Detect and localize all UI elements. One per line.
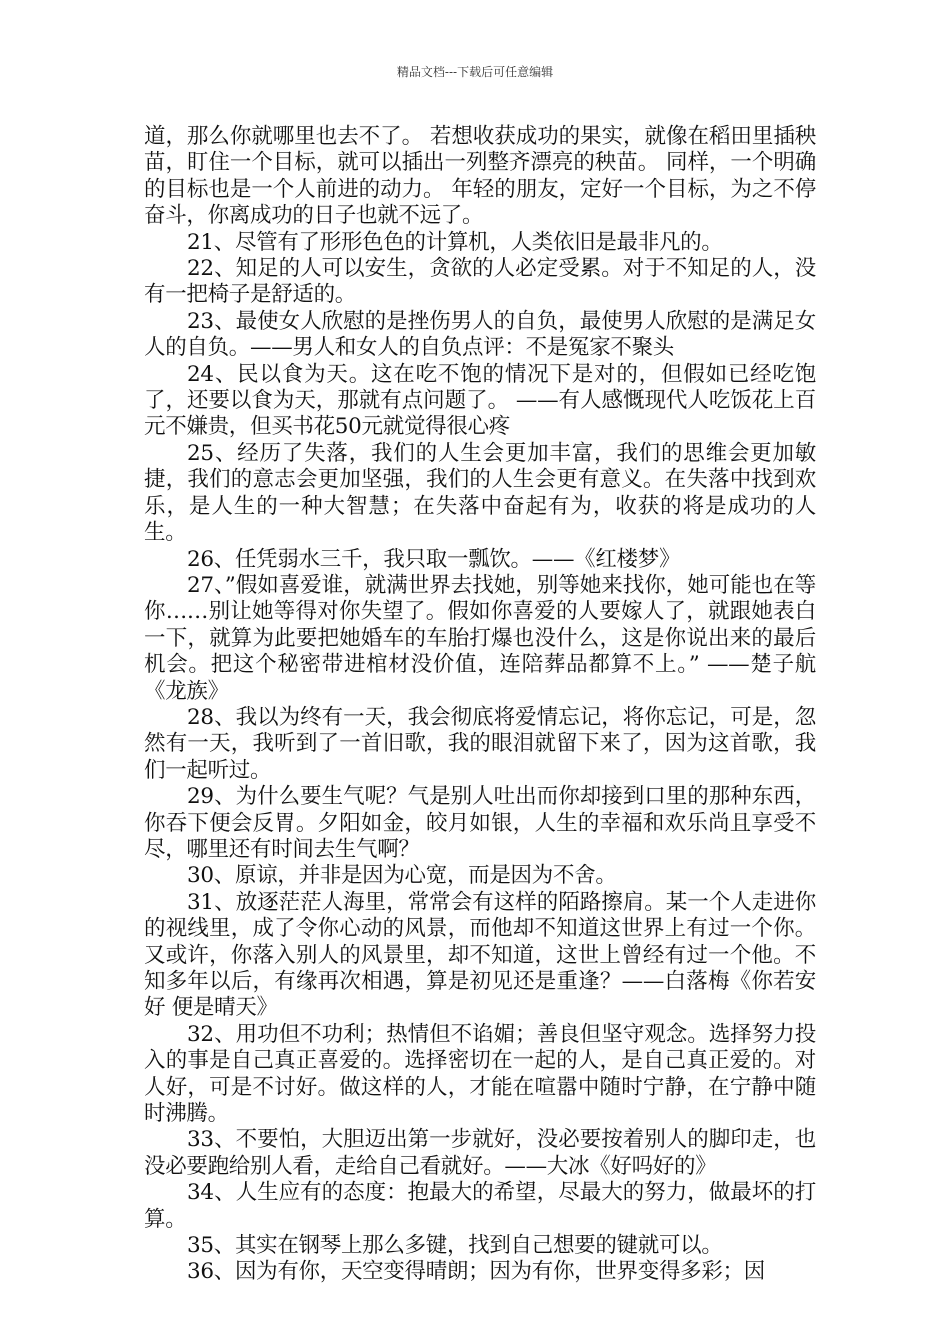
document-body: [144, 124, 816, 1286]
paragraph-32: 32、用功但不功利；热情但不谄媚；善良但坚守观念。选择努力投入的事是自己真正喜爱的。选择密切在一起的人，是自己真正爱的。对人好，可是不讨好。做这样的人，才能在喧嚣中随时宁静，在宁静中随时沸腾。: [144, 1021, 816, 1127]
paragraph-30: 30、原谅，并非是因为心宽，而是因为不舍。: [187, 863, 617, 889]
paragraph-25: 25、经历了失落，我们的人生会更加丰富，我们的思维会更加敏捷，我们的意志会更加坚强，我们的人生会更有意义。在失落中找到欢乐，是人生的一种大智慧；在失落中奋起有为，收获的将是成功的人生。: [144, 440, 816, 546]
paragraph-29: 29、为什么要生气呢？气是别人吐出而你却接到口里的那种东西，你吞下便会反胃。夕阳如金，皎月如银，人生的幸福和欢乐尚且享受不尽，哪里还有时间去生气啊？: [144, 784, 816, 862]
paragraph-31: 31、放逐茫茫人海里，常常会有这样的陌路擦肩。某一个人走进你的视线里，成了令你心动的风景，而他却不知道这世界上有过一个你。又或许，你落入别人的风景里，却不知道，这世上曾经有过一个他。不知多年以后，有缘再次相遇，算是初见还是重逢？——白落梅《你若安好 便是晴天》: [144, 889, 816, 1021]
paragraph-34: 34、人生应有的态度：抱最大的希望，尽最大的努力，做最坏的打算。: [144, 1180, 816, 1232]
paragraph-21: 21、尽管有了形形色色的计算机，人类依旧是最非凡的。: [187, 229, 723, 255]
page-header: 精品文档---下载后可任意编辑: [396, 65, 554, 79]
paragraph-26: 26、任凭弱水三千，我只取一瓢饮。——《红楼梦》: [187, 546, 681, 572]
paragraph-36: 36、因为有你，天空变得晴朗；因为有你，世界变得多彩；因: [187, 1259, 765, 1285]
paragraph-35: 35、其实在钢琴上那么多键，找到自己想要的键就可以。: [187, 1233, 723, 1259]
paragraph-28: 28、我以为终有一天，我会彻底将爱情忘记，将你忘记，可是，忽然有一天，我听到了一首旧歌，我的眼泪就留下来了，因为这首歌，我们一起听过。: [144, 704, 816, 783]
paragraph-23: 23、最使女人欣慰的是挫伤男人的自负，最使男人欣慰的是满足女人的自负。——男人和女人的自负点评：不是冤家不聚头: [144, 308, 816, 361]
paragraph-33: 33、不要怕，大胆迈出第一步就好，没必要按着别人的脚印走，也没必要跑给别人看，走给自己看就好。——大冰《好吗好的》: [144, 1127, 816, 1179]
paragraph-24: 24、民以食为天。这在吃不饱的情况下是对的，但假如已经吃饱了，还要以食为天，那就有点问题了。 ——有人感慨现代人吃饭花上百元不嫌贵，但买书花50元就觉得很心疼: [144, 361, 816, 440]
paragraph-27: 27、”假如喜爱谁，就满世界去找她，别等她来找你，她可能也在等你……别让她等得对你失望了。假如你喜爱的人要嫁人了，就跟她表白一下，就算为此要把她婚车的车胎打爆也没什么，这是你说出来的最后机会。把这个秘密带进棺材没价值，连陪葬品都算不上。” ——楚子航《龙族》: [144, 572, 816, 704]
paragraph-22: 22、知足的人可以安生，贪欲的人必定受累。对于不知足的人，没有一把椅子是舒适的。: [144, 256, 816, 308]
paragraph-continuation: 道，那么你就哪里也去不了。 若想收获成功的果实，就像在稻田里插秧苗，盯住一个目标，就可以插出一列整齐漂亮的秧苗。 同样，一个明确的目标也是一个人前进的动力。 年轻的朋友，定好一个目标，为之不停奋斗，你离成功的日子也就不远了。: [144, 124, 816, 229]
